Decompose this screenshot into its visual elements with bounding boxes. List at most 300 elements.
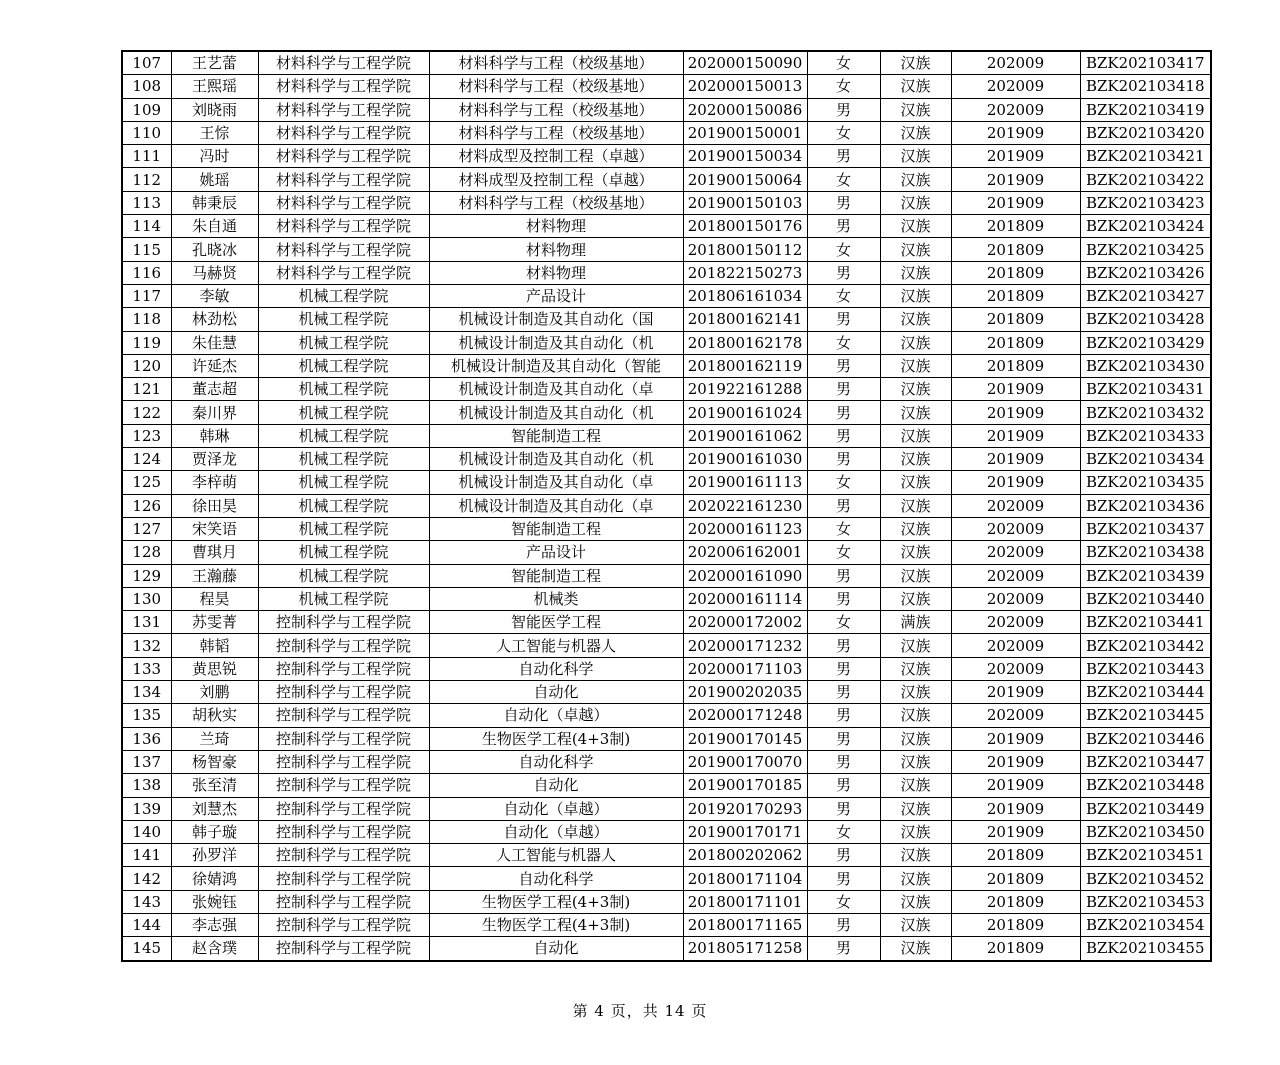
table-row (122, 681, 1211, 704)
college-cell: 机械工程学院 (258, 401, 429, 424)
college-cell: 机械工程学院 (258, 587, 429, 610)
college-cell: 材料科学与工程学院 (258, 215, 429, 238)
certificate-number-cell: BZK202103441 (1080, 611, 1211, 634)
table-row (122, 121, 1211, 144)
row-index-cell: 125 (122, 471, 171, 494)
college-cell: 机械工程学院 (258, 541, 429, 564)
college-cell: 机械工程学院 (258, 284, 429, 307)
ethnicity-cell: 汉族 (880, 634, 951, 657)
college-cell: 机械工程学院 (258, 517, 429, 540)
gender-cell: 男 (807, 681, 880, 704)
ethnicity-cell: 汉族 (880, 424, 951, 447)
student-id-cell: 201800162178 (683, 331, 807, 354)
major-cell: 自动化（卓越） (429, 704, 683, 727)
table-row (122, 797, 1211, 820)
student-name-cell: 韩琳 (171, 424, 258, 447)
enrollment-date-cell: 202009 (951, 634, 1080, 657)
college-cell: 控制科学与工程学院 (258, 657, 429, 680)
college-cell: 控制科学与工程学院 (258, 704, 429, 727)
gender-cell: 女 (807, 238, 880, 261)
student-name-cell: 徐田昊 (171, 494, 258, 517)
college-cell: 材料科学与工程学院 (258, 75, 429, 98)
gender-cell: 女 (807, 75, 880, 98)
ethnicity-cell: 汉族 (880, 168, 951, 191)
college-cell: 机械工程学院 (258, 378, 429, 401)
enrollment-date-cell: 201809 (951, 890, 1080, 913)
student-name-cell: 马赫贤 (171, 261, 258, 284)
ethnicity-cell: 汉族 (880, 98, 951, 121)
enrollment-date-cell: 201909 (951, 168, 1080, 191)
student-id-cell: 201900161024 (683, 401, 807, 424)
student-name-cell: 孙罗洋 (171, 844, 258, 867)
student-name-cell: 韩韬 (171, 634, 258, 657)
row-index-cell: 135 (122, 704, 171, 727)
certificate-number-cell: BZK202103445 (1080, 704, 1211, 727)
enrollment-date-cell: 201809 (951, 937, 1080, 961)
major-cell: 自动化 (429, 937, 683, 961)
student-id-cell: 202000150086 (683, 98, 807, 121)
certificate-number-cell: BZK202103426 (1080, 261, 1211, 284)
major-cell: 自动化（卓越） (429, 797, 683, 820)
student-id-cell: 202000161114 (683, 587, 807, 610)
row-index-cell: 141 (122, 844, 171, 867)
certificate-number-cell: BZK202103447 (1080, 750, 1211, 773)
student-name-cell: 李志强 (171, 913, 258, 936)
gender-cell: 男 (807, 937, 880, 961)
table-row (122, 191, 1211, 214)
student-id-cell: 201822150273 (683, 261, 807, 284)
row-index-cell: 124 (122, 448, 171, 471)
gender-cell: 男 (807, 308, 880, 331)
table-row (122, 727, 1211, 750)
ethnicity-cell: 汉族 (880, 657, 951, 680)
certificate-number-cell: BZK202103448 (1080, 774, 1211, 797)
certificate-number-cell: BZK202103433 (1080, 424, 1211, 447)
certificate-number-cell: BZK202103439 (1080, 564, 1211, 587)
enrollment-date-cell: 202009 (951, 587, 1080, 610)
student-id-cell: 201800171101 (683, 890, 807, 913)
row-index-cell: 121 (122, 378, 171, 401)
major-cell: 材料成型及控制工程（卓越） (429, 145, 683, 168)
certificate-number-cell: BZK202103435 (1080, 471, 1211, 494)
row-index-cell: 130 (122, 587, 171, 610)
table-row (122, 867, 1211, 890)
certificate-number-cell: BZK202103432 (1080, 401, 1211, 424)
table-row (122, 494, 1211, 517)
student-id-cell: 202000171232 (683, 634, 807, 657)
college-cell: 控制科学与工程学院 (258, 797, 429, 820)
certificate-number-cell: BZK202103451 (1080, 844, 1211, 867)
table-row (122, 215, 1211, 238)
gender-cell: 男 (807, 797, 880, 820)
enrollment-date-cell: 202009 (951, 564, 1080, 587)
college-cell: 控制科学与工程学院 (258, 774, 429, 797)
enrollment-date-cell: 201809 (951, 261, 1080, 284)
row-index-cell: 120 (122, 354, 171, 377)
student-name-cell: 苏雯菁 (171, 611, 258, 634)
college-cell: 机械工程学院 (258, 494, 429, 517)
table-row (122, 424, 1211, 447)
major-cell: 机械设计制造及其自动化（智能 (429, 354, 683, 377)
footer-prefix: 第 (572, 1002, 589, 1020)
ethnicity-cell: 汉族 (880, 448, 951, 471)
row-index-cell: 134 (122, 681, 171, 704)
table-row (122, 611, 1211, 634)
student-name-cell: 杨智豪 (171, 750, 258, 773)
table-row (122, 564, 1211, 587)
gender-cell: 女 (807, 611, 880, 634)
student-id-cell: 201900170070 (683, 750, 807, 773)
table-row (122, 587, 1211, 610)
enrollment-date-cell: 201909 (951, 424, 1080, 447)
ethnicity-cell: 汉族 (880, 145, 951, 168)
certificate-number-cell: BZK202103438 (1080, 541, 1211, 564)
student-name-cell: 李敏 (171, 284, 258, 307)
ethnicity-cell: 汉族 (880, 261, 951, 284)
major-cell: 自动化科学 (429, 867, 683, 890)
college-cell: 控制科学与工程学院 (258, 913, 429, 936)
certificate-number-cell: BZK202103434 (1080, 448, 1211, 471)
college-cell: 机械工程学院 (258, 448, 429, 471)
row-index-cell: 145 (122, 937, 171, 961)
enrollment-date-cell: 201909 (951, 727, 1080, 750)
table-row (122, 308, 1211, 331)
major-cell: 材料物理 (429, 261, 683, 284)
table-row (122, 238, 1211, 261)
college-cell: 机械工程学院 (258, 424, 429, 447)
major-cell: 材料科学与工程（校级基地） (429, 98, 683, 121)
enrollment-date-cell: 202009 (951, 611, 1080, 634)
row-index-cell: 108 (122, 75, 171, 98)
college-cell: 机械工程学院 (258, 471, 429, 494)
ethnicity-cell: 汉族 (880, 494, 951, 517)
row-index-cell: 114 (122, 215, 171, 238)
student-id-cell: 201900202035 (683, 681, 807, 704)
ethnicity-cell: 汉族 (880, 890, 951, 913)
certificate-number-cell: BZK202103430 (1080, 354, 1211, 377)
enrollment-date-cell: 201909 (951, 191, 1080, 214)
college-cell: 控制科学与工程学院 (258, 937, 429, 961)
major-cell: 材料成型及控制工程（卓越） (429, 168, 683, 191)
college-cell: 控制科学与工程学院 (258, 750, 429, 773)
major-cell: 智能制造工程 (429, 564, 683, 587)
student-name-cell: 宋笑语 (171, 517, 258, 540)
row-index-cell: 139 (122, 797, 171, 820)
enrollment-date-cell: 202009 (951, 704, 1080, 727)
student-name-cell: 王艺蕾 (171, 51, 258, 75)
student-id-cell: 201800162119 (683, 354, 807, 377)
certificate-number-cell: BZK202103423 (1080, 191, 1211, 214)
certificate-number-cell: BZK202103449 (1080, 797, 1211, 820)
major-cell: 材料科学与工程（校级基地） (429, 121, 683, 144)
certificate-number-cell: BZK202103422 (1080, 168, 1211, 191)
enrollment-date-cell: 201909 (951, 448, 1080, 471)
major-cell: 机械设计制造及其自动化（卓 (429, 471, 683, 494)
college-cell: 控制科学与工程学院 (258, 844, 429, 867)
row-index-cell: 132 (122, 634, 171, 657)
enrollment-date-cell: 201909 (951, 121, 1080, 144)
student-name-cell: 徐婧鸿 (171, 867, 258, 890)
ethnicity-cell: 汉族 (880, 681, 951, 704)
student-id-cell: 202006162001 (683, 541, 807, 564)
student-name-cell: 程昊 (171, 587, 258, 610)
ethnicity-cell: 汉族 (880, 284, 951, 307)
college-cell: 控制科学与工程学院 (258, 727, 429, 750)
student-id-cell: 201900161113 (683, 471, 807, 494)
student-name-cell: 韩秉辰 (171, 191, 258, 214)
student-id-cell: 201900170145 (683, 727, 807, 750)
gender-cell: 女 (807, 471, 880, 494)
table-row (122, 98, 1211, 121)
major-cell: 产品设计 (429, 541, 683, 564)
gender-cell: 男 (807, 98, 880, 121)
ethnicity-cell: 汉族 (880, 750, 951, 773)
table-row (122, 75, 1211, 98)
student-roster-table (121, 50, 1212, 962)
enrollment-date-cell: 202009 (951, 657, 1080, 680)
college-cell: 材料科学与工程学院 (258, 121, 429, 144)
certificate-number-cell: BZK202103424 (1080, 215, 1211, 238)
certificate-number-cell: BZK202103425 (1080, 238, 1211, 261)
certificate-number-cell: BZK202103420 (1080, 121, 1211, 144)
ethnicity-cell: 汉族 (880, 215, 951, 238)
enrollment-date-cell: 201809 (951, 215, 1080, 238)
ethnicity-cell: 满族 (880, 611, 951, 634)
major-cell: 人工智能与机器人 (429, 634, 683, 657)
student-name-cell: 贾泽龙 (171, 448, 258, 471)
footer-suffix: 页 (691, 1002, 708, 1020)
ethnicity-cell: 汉族 (880, 331, 951, 354)
major-cell: 自动化科学 (429, 657, 683, 680)
enrollment-date-cell: 201809 (951, 308, 1080, 331)
student-name-cell: 朱佳慧 (171, 331, 258, 354)
table-row (122, 284, 1211, 307)
table-row (122, 51, 1211, 75)
student-name-cell: 赵含璞 (171, 937, 258, 961)
college-cell: 控制科学与工程学院 (258, 681, 429, 704)
certificate-number-cell: BZK202103418 (1080, 75, 1211, 98)
gender-cell: 男 (807, 867, 880, 890)
table-row (122, 354, 1211, 377)
college-cell: 材料科学与工程学院 (258, 168, 429, 191)
row-index-cell: 109 (122, 98, 171, 121)
table-row (122, 937, 1211, 961)
enrollment-date-cell: 201809 (951, 354, 1080, 377)
gender-cell: 男 (807, 844, 880, 867)
student-name-cell: 张至清 (171, 774, 258, 797)
row-index-cell: 144 (122, 913, 171, 936)
student-id-cell: 201900150064 (683, 168, 807, 191)
gender-cell: 男 (807, 564, 880, 587)
student-id-cell: 201900150103 (683, 191, 807, 214)
table-row (122, 168, 1211, 191)
student-id-cell: 201900150034 (683, 145, 807, 168)
certificate-number-cell: BZK202103443 (1080, 657, 1211, 680)
table-row (122, 844, 1211, 867)
major-cell: 机械设计制造及其自动化（卓 (429, 378, 683, 401)
student-name-cell: 许延杰 (171, 354, 258, 377)
page-footer (0, 1000, 1280, 1021)
major-cell: 智能医学工程 (429, 611, 683, 634)
student-name-cell: 刘晓雨 (171, 98, 258, 121)
row-index-cell: 111 (122, 145, 171, 168)
enrollment-date-cell: 202009 (951, 541, 1080, 564)
student-id-cell: 201920170293 (683, 797, 807, 820)
row-index-cell: 137 (122, 750, 171, 773)
college-cell: 材料科学与工程学院 (258, 145, 429, 168)
college-cell: 材料科学与工程学院 (258, 191, 429, 214)
enrollment-date-cell: 201909 (951, 681, 1080, 704)
major-cell: 产品设计 (429, 284, 683, 307)
gender-cell: 男 (807, 587, 880, 610)
row-index-cell: 142 (122, 867, 171, 890)
certificate-number-cell: BZK202103421 (1080, 145, 1211, 168)
gender-cell: 男 (807, 448, 880, 471)
certificate-number-cell: BZK202103437 (1080, 517, 1211, 540)
footer-page-number: 4 (594, 1002, 605, 1020)
certificate-number-cell: BZK202103450 (1080, 820, 1211, 843)
certificate-number-cell: BZK202103440 (1080, 587, 1211, 610)
gender-cell: 男 (807, 354, 880, 377)
certificate-number-cell: BZK202103446 (1080, 727, 1211, 750)
college-cell: 控制科学与工程学院 (258, 867, 429, 890)
major-cell: 智能制造工程 (429, 424, 683, 447)
enrollment-date-cell: 201809 (951, 284, 1080, 307)
certificate-number-cell: BZK202103453 (1080, 890, 1211, 913)
major-cell: 机械设计制造及其自动化（机 (429, 448, 683, 471)
gender-cell: 女 (807, 820, 880, 843)
gender-cell: 男 (807, 378, 880, 401)
major-cell: 材料科学与工程（校级基地） (429, 75, 683, 98)
student-id-cell: 201800150112 (683, 238, 807, 261)
ethnicity-cell: 汉族 (880, 704, 951, 727)
ethnicity-cell: 汉族 (880, 774, 951, 797)
table-row (122, 331, 1211, 354)
gender-cell: 女 (807, 331, 880, 354)
row-index-cell: 110 (122, 121, 171, 144)
table-row (122, 261, 1211, 284)
student-id-cell: 202000171103 (683, 657, 807, 680)
gender-cell: 男 (807, 494, 880, 517)
footer-middle: 页，共 (610, 1002, 659, 1020)
ethnicity-cell: 汉族 (880, 820, 951, 843)
student-name-cell: 刘鹏 (171, 681, 258, 704)
ethnicity-cell: 汉族 (880, 587, 951, 610)
major-cell: 自动化 (429, 774, 683, 797)
gender-cell: 男 (807, 704, 880, 727)
major-cell: 机械设计制造及其自动化（国 (429, 308, 683, 331)
ethnicity-cell: 汉族 (880, 191, 951, 214)
college-cell: 控制科学与工程学院 (258, 820, 429, 843)
certificate-number-cell: BZK202103429 (1080, 331, 1211, 354)
student-name-cell: 朱自通 (171, 215, 258, 238)
enrollment-date-cell: 201909 (951, 401, 1080, 424)
table-row (122, 704, 1211, 727)
table-row (122, 913, 1211, 936)
certificate-number-cell: BZK202103417 (1080, 51, 1211, 75)
gender-cell: 男 (807, 215, 880, 238)
gender-cell: 男 (807, 727, 880, 750)
student-name-cell: 刘慧杰 (171, 797, 258, 820)
college-cell: 材料科学与工程学院 (258, 98, 429, 121)
certificate-number-cell: BZK202103444 (1080, 681, 1211, 704)
gender-cell: 女 (807, 168, 880, 191)
table-row (122, 820, 1211, 843)
enrollment-date-cell: 201909 (951, 378, 1080, 401)
student-name-cell: 王悰 (171, 121, 258, 144)
student-id-cell: 201805171258 (683, 937, 807, 961)
ethnicity-cell: 汉族 (880, 75, 951, 98)
ethnicity-cell: 汉族 (880, 238, 951, 261)
enrollment-date-cell: 201909 (951, 145, 1080, 168)
enrollment-date-cell: 201909 (951, 820, 1080, 843)
student-id-cell: 201900161030 (683, 448, 807, 471)
student-id-cell: 201806161034 (683, 284, 807, 307)
major-cell: 人工智能与机器人 (429, 844, 683, 867)
student-id-cell: 201900170171 (683, 820, 807, 843)
enrollment-date-cell: 201809 (951, 844, 1080, 867)
major-cell: 自动化 (429, 681, 683, 704)
row-index-cell: 131 (122, 611, 171, 634)
enrollment-date-cell: 202009 (951, 98, 1080, 121)
college-cell: 机械工程学院 (258, 564, 429, 587)
enrollment-date-cell: 202009 (951, 75, 1080, 98)
row-index-cell: 143 (122, 890, 171, 913)
ethnicity-cell: 汉族 (880, 541, 951, 564)
student-id-cell: 202000161123 (683, 517, 807, 540)
gender-cell: 男 (807, 261, 880, 284)
certificate-number-cell: BZK202103436 (1080, 494, 1211, 517)
major-cell: 生物医学工程(4+3制) (429, 727, 683, 750)
student-name-cell: 兰琦 (171, 727, 258, 750)
roster-body (122, 51, 1211, 961)
student-id-cell: 201800171104 (683, 867, 807, 890)
gender-cell: 男 (807, 424, 880, 447)
row-index-cell: 136 (122, 727, 171, 750)
gender-cell: 女 (807, 517, 880, 540)
table-row (122, 401, 1211, 424)
student-id-cell: 202000172002 (683, 611, 807, 634)
gender-cell: 男 (807, 750, 880, 773)
table-row (122, 890, 1211, 913)
enrollment-date-cell: 202009 (951, 517, 1080, 540)
student-name-cell: 董志超 (171, 378, 258, 401)
enrollment-date-cell: 201809 (951, 238, 1080, 261)
student-id-cell: 202000161090 (683, 564, 807, 587)
student-name-cell: 王熙瑶 (171, 75, 258, 98)
student-name-cell: 曹琪月 (171, 541, 258, 564)
college-cell: 材料科学与工程学院 (258, 238, 429, 261)
major-cell: 机械设计制造及其自动化（机 (429, 331, 683, 354)
ethnicity-cell: 汉族 (880, 844, 951, 867)
row-index-cell: 117 (122, 284, 171, 307)
ethnicity-cell: 汉族 (880, 937, 951, 961)
ethnicity-cell: 汉族 (880, 308, 951, 331)
major-cell: 生物医学工程(4+3制) (429, 913, 683, 936)
certificate-number-cell: BZK202103455 (1080, 937, 1211, 961)
row-index-cell: 115 (122, 238, 171, 261)
gender-cell: 女 (807, 121, 880, 144)
ethnicity-cell: 汉族 (880, 913, 951, 936)
certificate-number-cell: BZK202103454 (1080, 913, 1211, 936)
gender-cell: 男 (807, 634, 880, 657)
major-cell: 智能制造工程 (429, 517, 683, 540)
college-cell: 控制科学与工程学院 (258, 611, 429, 634)
table-row (122, 448, 1211, 471)
gender-cell: 女 (807, 541, 880, 564)
gender-cell: 男 (807, 401, 880, 424)
student-name-cell: 韩子璇 (171, 820, 258, 843)
